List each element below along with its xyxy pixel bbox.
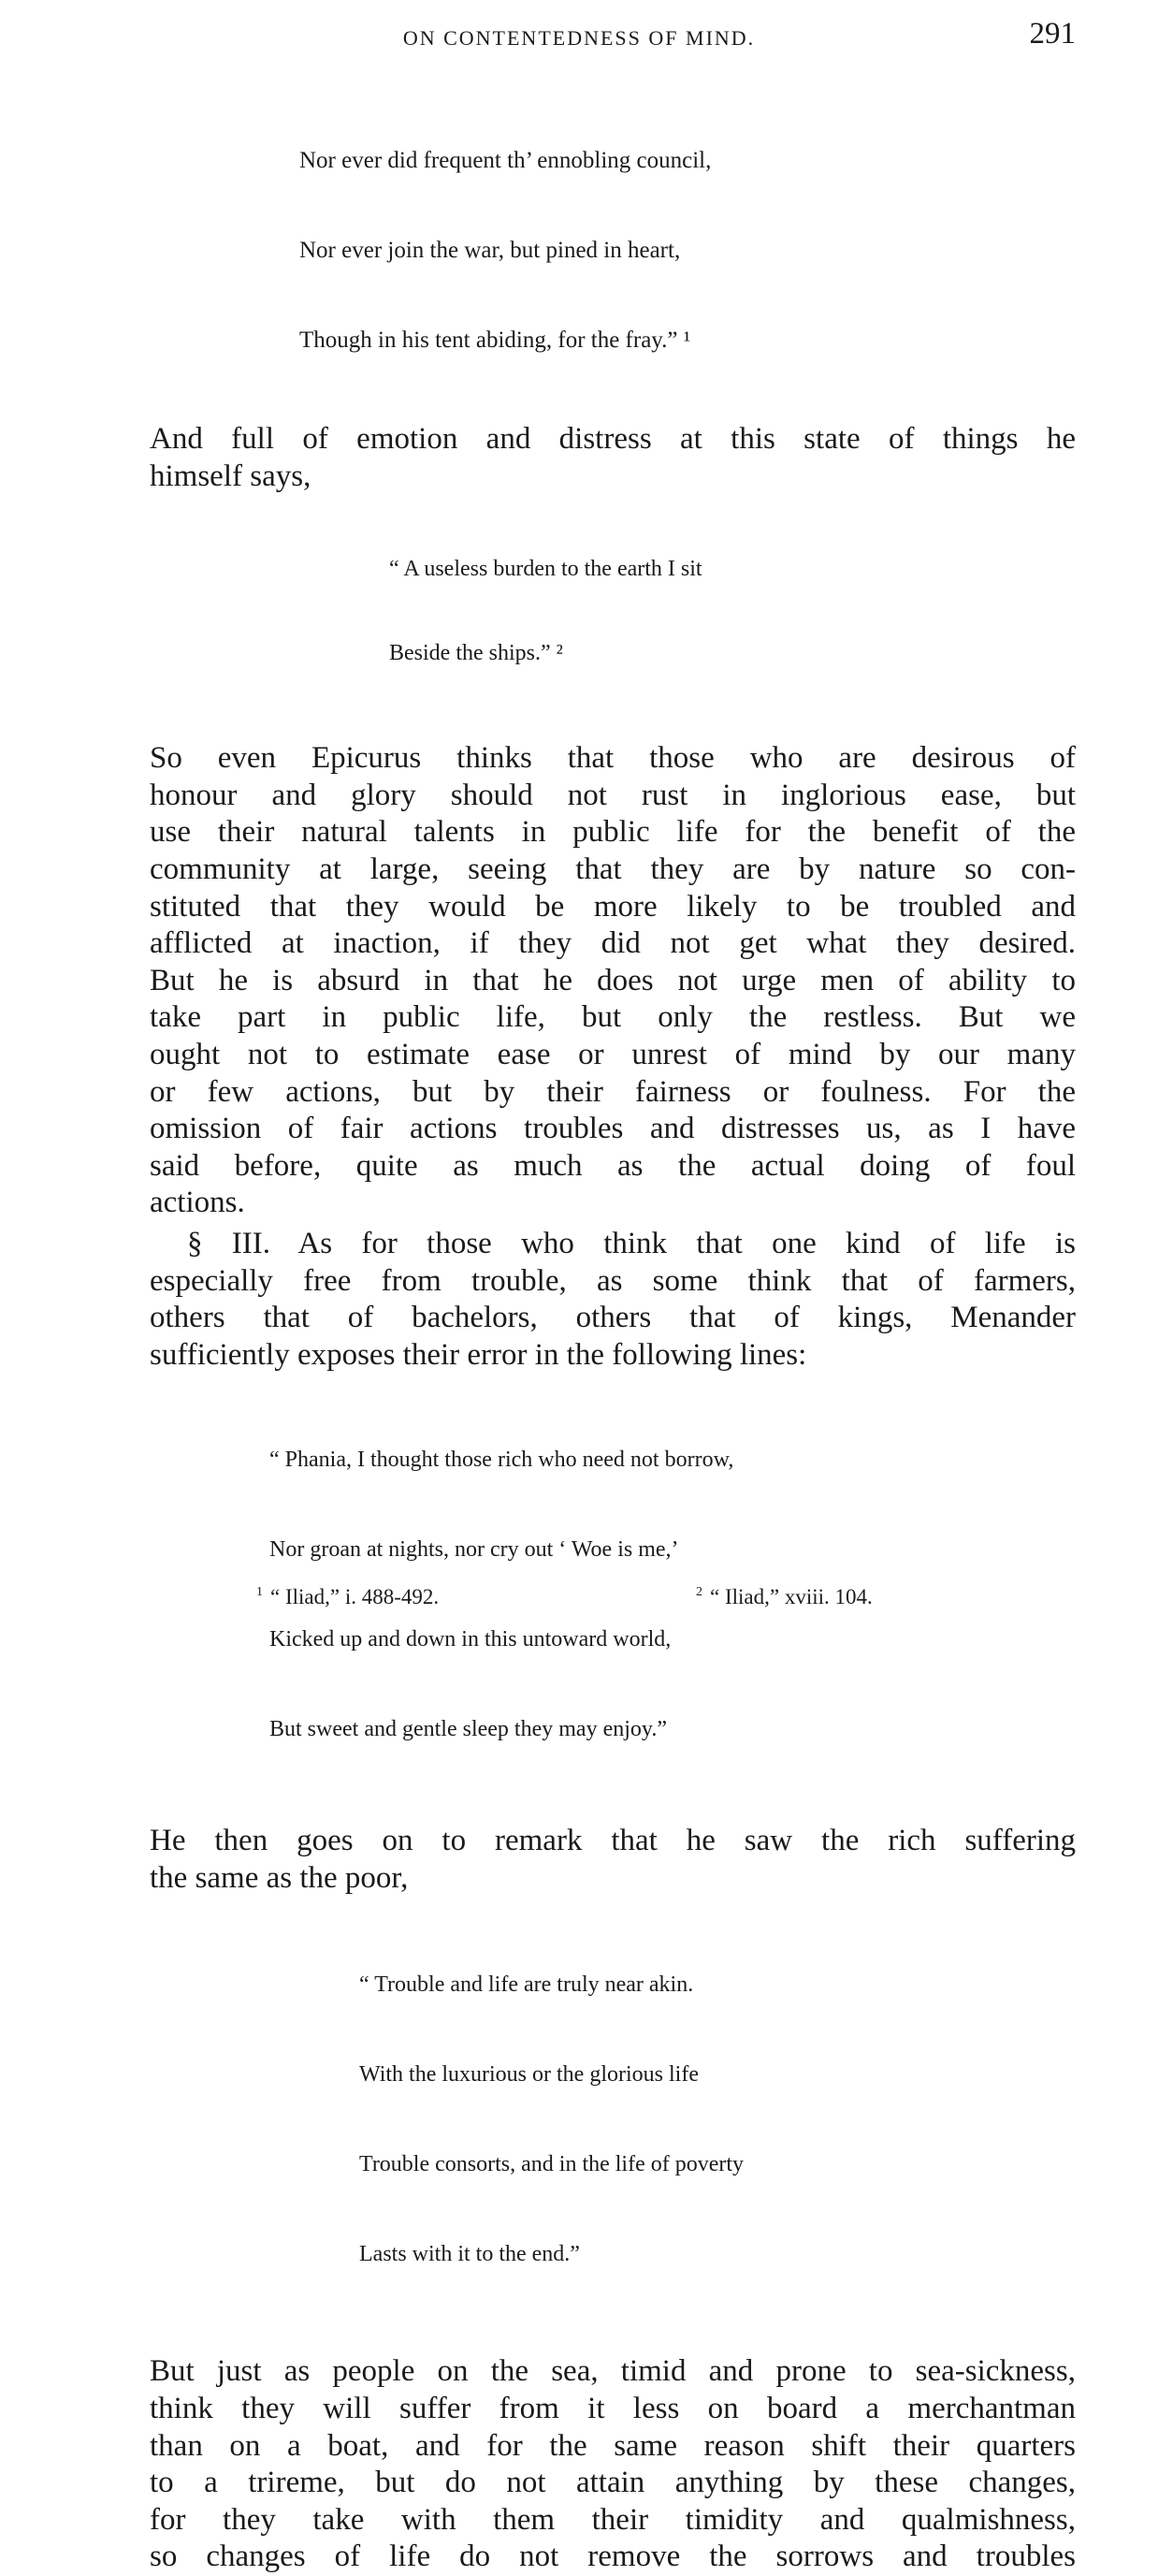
text-line: to a trireme, but do not attain anything by these changes, [150,2466,1076,2500]
verse-line: Trouble consorts, and in the life of poverty [359,2152,745,2177]
text-line: community at large, seeing that they are by nature so con- [150,851,1076,886]
verse-line: Kicked up and down in this untoward world, [269,1627,672,1652]
text-line: or few actions, but by their fairness or foulness. For the [150,1074,1076,1109]
text-line: especially free from trouble, as some think that of farmers, [150,1263,1076,1298]
footnote-2 [696,1585,873,1609]
text-line: But just as people on the sea, timid and prone to sea-sickness, [150,2354,1076,2389]
text-line: the same as the poor, [150,1860,409,1895]
footnote-text: “ Iliad,” xviii. 104. [710,1585,873,1608]
text-line: stituted that they would be more likely to be troubled and [150,889,1076,924]
paragraph-sea-sickness [150,2353,1076,2576]
verse-line: Nor ever join the war, but pined in heart, [299,238,681,263]
text-line: sufficiently exposes their error in the following lines: [150,1337,807,1372]
running-head: ON CONTENTEDNESS OF MIND. [402,26,756,50]
text-line: § III. As for those who think that one kind of life is [187,1226,1076,1260]
text-line: himself says, [150,458,311,493]
verse-line: Nor ever did frequent th’ ennobling council, [299,148,712,173]
verse-quote-useless-burden [389,499,1076,723]
text-line: omission of fair actions troubles and distresses us, as I have [150,1112,1076,1146]
text-line: So even Epicurus thinks that those who are desirous of [150,741,1076,776]
page-number: 291 [1029,17,1076,51]
text-line: afflicted at inaction, if they did not get what they desired. [150,926,1076,961]
book-page [150,13,1076,2576]
text-line: But he is absurd in that he does not urge men of ability to [150,963,1076,997]
text-line: for they take with them their timidity and qualmishness, [150,2502,1076,2537]
text-line: use their natural talents in public life for the benefit of the [150,815,1076,850]
text-line: so changes of life do not remove the sorrows and troubles [150,2540,1076,2574]
paragraph-epicurus [150,740,1076,1222]
text-line: He then goes on to remark that he saw the rich suffering [150,1824,1076,1858]
verse-line: “ Trouble and life are truly near akin. [359,1972,694,1998]
paragraph-rich-suffering [150,1823,1076,1897]
verse-line: Nor groan at nights, nor cry out ‘ Woe is me,’ [269,1537,679,1563]
verse-line: Though in his tent abiding, for the fray.” ¹ [299,327,691,353]
verse-line: With the luxurious or the glorious life [359,2062,699,2088]
footnote-mark: 2 [696,1585,702,1600]
verse-line: “ A useless burden to the earth I sit [389,557,702,582]
paragraph-emotion-distress [150,421,1076,495]
text-line: ought not to estimate ease or unrest of mind by our many [150,1037,1076,1071]
text-line: think they will suffer from it less on board a merchantman [150,2392,1076,2426]
verse-quote-trouble-and-life [359,1910,1076,2329]
text-line: actions. [150,1186,245,1220]
verse-quote-iliad-council [299,86,1076,415]
text-line: take part in public life, but only the restless. But we [150,1000,1076,1035]
page-header [150,13,1076,60]
verse-line: Beside the ships.” ² [389,641,563,666]
text-line: than on a boat, and for the same reason shift their quarters [150,2428,1076,2463]
verse-line: But sweet and gentle sleep they may enjoy.” [269,1717,667,1742]
verse-line: Lasts with it to the end.” [359,2242,580,2267]
footnote-mark: 1 [256,1585,263,1600]
footnote-1 [256,1585,439,1609]
text-line: said before, quite as much as the actual doing of foul [150,1148,1076,1183]
text-line: honour and glory should not rust in inglorious ease, but [150,778,1076,812]
text-line: others that of bachelors, others that of kings, Menander [150,1301,1076,1335]
text-line: And full of emotion and distress at this state of things he [150,422,1076,456]
verse-line: “ Phania, I thought those rich who need not borrow, [269,1448,734,1473]
footnote-text: “ Iliad,” i. 488-492. [270,1585,440,1608]
paragraph-section-three [150,1226,1076,1374]
